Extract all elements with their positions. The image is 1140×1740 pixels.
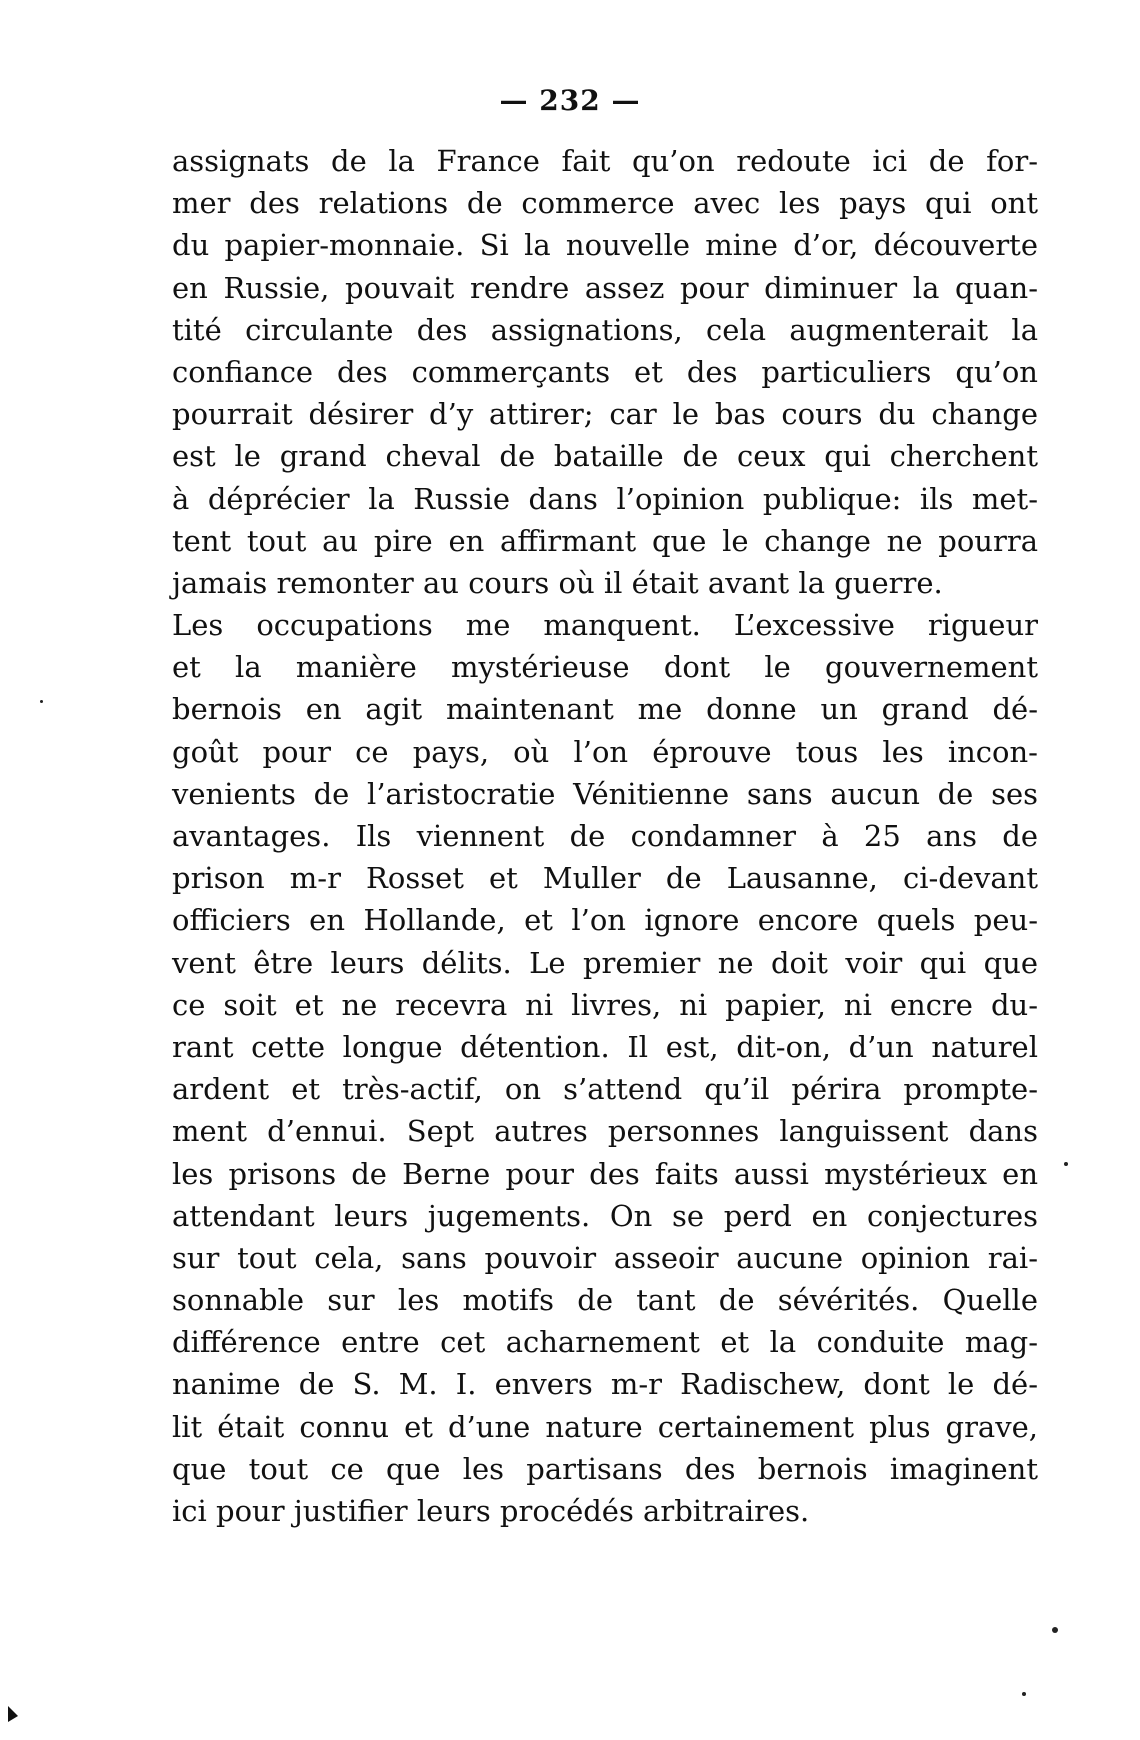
- text-line: sur tout cela, sans pouvoir asseoir aucune opinion rai-: [172, 1240, 1038, 1275]
- text-line: goût pour ce pays, où l’on éprouve tous les incon-: [172, 734, 1038, 769]
- text-line: mer des relations de commerce avec les pays qui ont: [172, 186, 1038, 221]
- corner-mark: [8, 1706, 18, 1722]
- text-line: différence entre cet acharnement et la conduite mag-: [172, 1325, 1038, 1360]
- text-line: à déprécier la Russie dans l’opinion publique: ils met-: [172, 481, 1038, 516]
- text-line: ici pour justifier leurs procédés arbitraires.: [172, 1494, 810, 1528]
- text-line: en Russie, pouvait rendre assez pour diminuer la quan-: [172, 270, 1038, 305]
- text-line: nanime de S. M. I. envers m-r Radischew, dont le dé-: [172, 1367, 1038, 1402]
- text-line: attendant leurs jugements. On se perd en conjectures: [172, 1198, 1038, 1233]
- text-line: les prisons de Berne pour des faits aussi mystérieux en: [172, 1156, 1038, 1191]
- text-line: que tout ce que les partisans des bernois imaginent: [172, 1451, 1038, 1486]
- text-line: avantages. Ils viennent de condamner à 25 ans de: [172, 819, 1038, 853]
- text-line: sonnable sur les motifs de tant de sévérités. Quelle: [172, 1283, 1038, 1318]
- text-line: du papier-monnaie. Si la nouvelle mine d’or, découverte: [172, 228, 1038, 263]
- text-line: jamais remonter au cours où il était avant la guerre.: [172, 565, 943, 600]
- text-line: prison m-r Rosset et Muller de Lausanne, ci-devant: [172, 861, 1038, 896]
- text-line: Les occupations me manquent. L’excessive rigueur: [172, 608, 1038, 643]
- text-line: tent tout au pire en affirmant que le change ne pourra: [172, 523, 1038, 558]
- text-line: est le grand cheval de bataille de ceux qui cherchent: [172, 439, 1038, 474]
- page-number: — 232 —: [499, 84, 641, 117]
- text-line: tité circulante des assignations, cela augmenterait la: [172, 312, 1038, 347]
- text-line: ardent et très-actif, on s’attend qu’il périra prompte-: [172, 1072, 1038, 1107]
- text-line: pourrait désirer d’y attirer; car le bas cours du change: [172, 397, 1038, 432]
- text-line: rant cette longue détention. Il est, dit-on, d’un naturel: [172, 1029, 1038, 1064]
- text-line: et la manière mystérieuse dont le gouvernement: [172, 650, 1038, 685]
- text-line: officiers en Hollande, et l’on ignore encore quels peu-: [172, 903, 1038, 938]
- text-line: ce soit et ne recevra ni livres, ni papier, ni encre du-: [172, 987, 1038, 1022]
- text-line: bernois en agit maintenant me donne un grand dé-: [172, 692, 1038, 727]
- ink-speck: [1052, 1627, 1058, 1633]
- text-line: lit était connu et d’une nature certainement plus grave,: [172, 1409, 1038, 1444]
- body-text: [172, 140, 1038, 1532]
- ink-speck: [40, 700, 43, 703]
- text-line: vent être leurs délits. Le premier ne doit voir qui que: [172, 945, 1038, 980]
- ink-speck: [1022, 1692, 1026, 1696]
- text-line: confiance des commerçants et des particuliers qu’on: [172, 354, 1038, 389]
- text-line: assignats de la France fait qu’on redoute ici de for-: [172, 144, 1038, 178]
- ink-speck: [1064, 1162, 1068, 1166]
- text-line: ment d’ennui. Sept autres personnes languissent dans: [172, 1114, 1038, 1149]
- text-line: venients de l’aristocratie Vénitienne sans aucun de ses: [172, 776, 1038, 811]
